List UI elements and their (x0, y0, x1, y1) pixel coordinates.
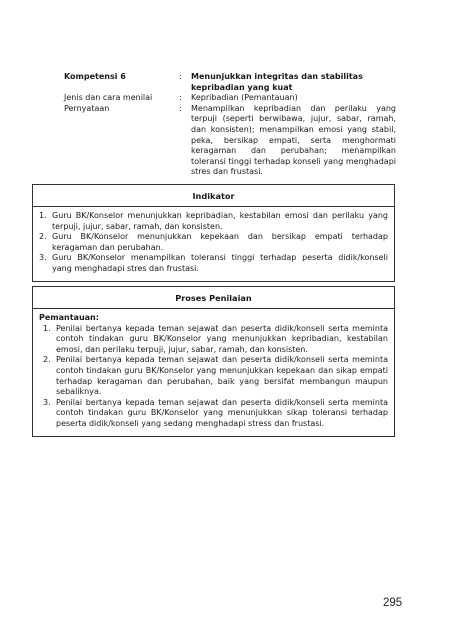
item-number: 3. (43, 397, 51, 407)
page-number: 295 (383, 597, 403, 609)
item-number: 2. (43, 355, 51, 365)
list-item (39, 211, 388, 232)
colon: : (179, 103, 182, 113)
item-number: 3. (39, 253, 47, 263)
indikator-title: Indikator (33, 185, 394, 207)
jenis-value: Kepribadian (Pemantauan) (191, 93, 298, 103)
jenis-row (64, 93, 396, 104)
kompetensi-label: Kompetensi 6 (64, 72, 126, 81)
pernyataan-row (64, 104, 396, 178)
indikator-box (32, 184, 395, 282)
item-number: 2. (39, 232, 47, 242)
colon: : (179, 93, 182, 103)
item-number: 1. (43, 323, 51, 333)
jenis-label: Jenis dan cara menilai (64, 93, 153, 103)
item-text: Penilai bertanya kepada teman sejawat dan peserta didik/konseli serta meminta contoh tindakan guru BK/Konselor yang menunjukkan sikap toleransi terhadap peserta didik/konseli yang sedang menghadapi stress dan frustasi. (56, 397, 388, 428)
item-text: Guru BK/Konselor menampilkan toleransi tinggi terhadap peserta didik/konseli yang menghadapi stres dan frustasi. (52, 253, 388, 273)
indikator-list (33, 207, 394, 281)
list-item (39, 324, 388, 356)
pernyataan-label: Pernyataan (64, 103, 110, 113)
list-item (39, 398, 388, 430)
kompetensi-value: Menunjukkan integritas dan stabilitas kepribadian yang kuat (191, 72, 363, 92)
item-text: Penilai bertanya kepada teman sejawat dan peserta didik/konseli serta meminta contoh tindakan guru BK/Konselor yang menunjukkan kepribadian, kestabilan emosi, dan perilaku terpuji, jujur, sabar, ramah, dan konsisten. (56, 323, 388, 354)
colon: : (179, 72, 182, 81)
pemantauan-heading: Pemantauan: (39, 313, 99, 322)
item-number: 1. (39, 211, 47, 220)
proses-title: Proses Penilaian (33, 287, 394, 309)
item-text: Penilai bertanya kepada teman sejawat dan peserta didik/konseli serta meminta contoh tindakan guru BK/Konselor yang menunjukkan kepekaan dan sikap empati terhadap keragaman dan perubahan, baik yang bersifat membangun maupun sebaliknya. (56, 355, 388, 397)
list-item (39, 232, 388, 253)
proses-penilaian-box (32, 286, 395, 437)
proses-body (33, 309, 394, 436)
list-item (39, 355, 388, 397)
list-item (39, 253, 388, 274)
kompetensi-row (64, 72, 396, 93)
pernyataan-value: Menampilkan kepribadian dan perilaku yang terpuji (seperti berwibawa, jujur, sabar, ramah, dan konsisten); menampilkan emosi yang stabil, peka, bersikap empati, serta menghormati keragaman dan perubahan; menampilkan toleransi tinggi terhadap konseli yang menghadapi stres dan frustasi. (191, 103, 396, 177)
competency-info (64, 72, 396, 178)
item-text: Guru BK/Konselor menunjukkan kepribadian, kestabilan emosi dan perilaku yang terpuji, jujur, sabar, ramah, dan konsisten. (52, 211, 388, 231)
item-text: Guru BK/Konselor menunjukkan kepekaan dan bersikap empati terhadap keragaman dan perubahan. (52, 232, 388, 252)
